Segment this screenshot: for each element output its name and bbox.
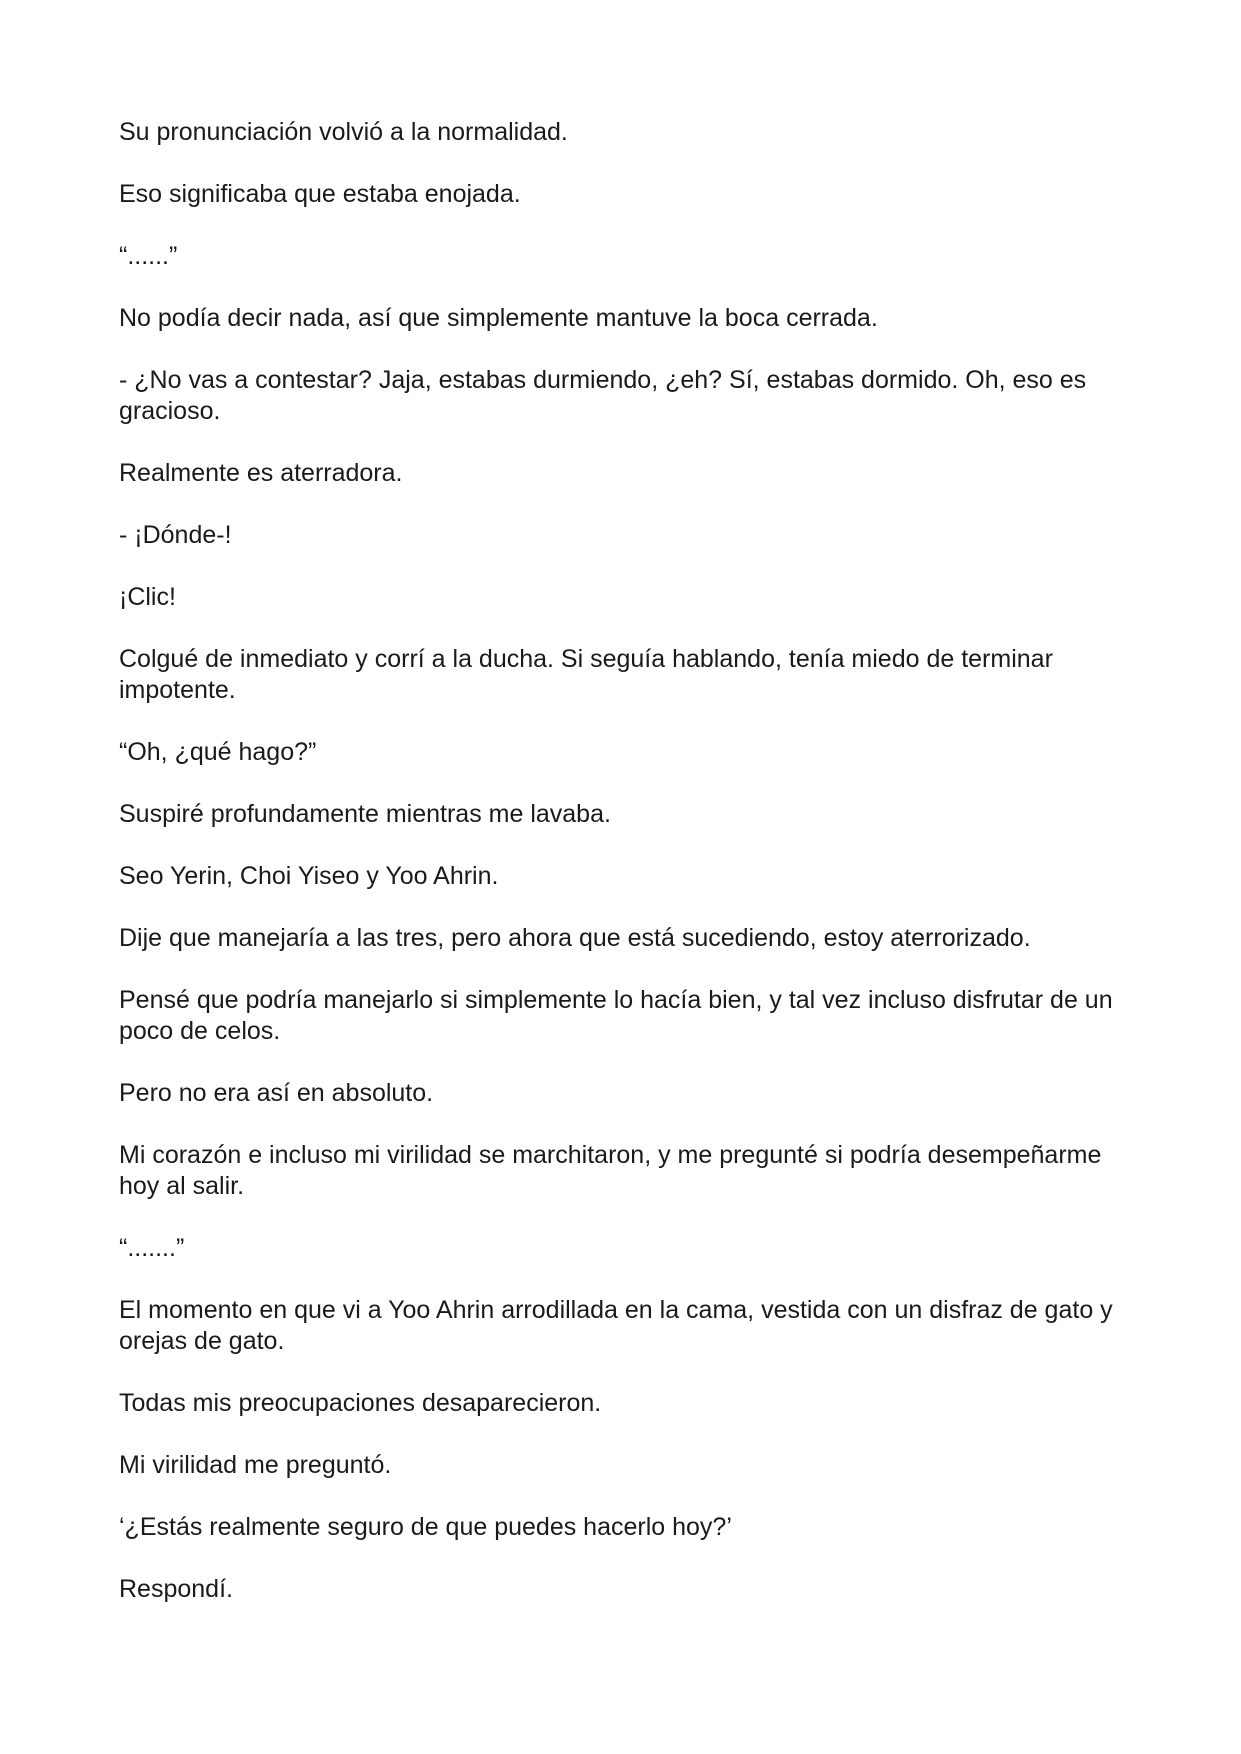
paragraph: - ¿No vas a contestar? Jaja, estabas durmiendo, ¿eh? Sí, estabas dormido. Oh, eso es gracioso. — [119, 366, 1087, 425]
paragraph: Realmente es aterradora. — [119, 459, 403, 487]
paragraph: Todas mis preocupaciones desaparecieron. — [119, 1389, 602, 1417]
document-body — [119, 117, 1139, 1605]
paragraph: “Oh, ¿qué hago?” — [119, 738, 317, 766]
paragraph: - ¡Dónde-! — [119, 521, 232, 549]
paragraph: El momento en que vi a Yoo Ahrin arrodillada en la cama, vestida con un disfraz de gato y orejas de gato. — [119, 1296, 1113, 1355]
paragraph: Pero no era así en absoluto. — [119, 1079, 434, 1107]
paragraph: Mi virilidad me preguntó. — [119, 1451, 392, 1479]
paragraph: ‘¿Estás realmente seguro de que puedes hacerlo hoy?’ — [119, 1513, 732, 1541]
paragraph: No podía decir nada, así que simplemente mantuve la boca cerrada. — [119, 304, 878, 332]
paragraph: Colgué de inmediato y corrí a la ducha. Si seguía hablando, tenía miedo de terminar impotente. — [119, 645, 1053, 704]
paragraph: Respondí. — [119, 1575, 233, 1603]
paragraph: Su pronunciación volvió a la normalidad. — [119, 118, 568, 146]
paragraph: Suspiré profundamente mientras me lavaba. — [119, 800, 611, 828]
paragraph: Eso significaba que estaba enojada. — [119, 180, 521, 208]
paragraph: “.......” — [119, 1234, 185, 1262]
paragraph: ¡Clic! — [119, 583, 176, 611]
paragraph: “......” — [119, 242, 178, 270]
paragraph: Pensé que podría manejarlo si simplemente lo hacía bien, y tal vez incluso disfrutar de un poco de celos. — [119, 986, 1113, 1045]
paragraph: Mi corazón e incluso mi virilidad se marchitaron, y me pregunté si podría desempeñarme hoy al salir. — [119, 1141, 1102, 1200]
paragraph: Seo Yerin, Choi Yiseo y Yoo Ahrin. — [119, 862, 499, 890]
paragraph: Dije que manejaría a las tres, pero ahora que está sucediendo, estoy aterrorizado. — [119, 924, 1031, 952]
